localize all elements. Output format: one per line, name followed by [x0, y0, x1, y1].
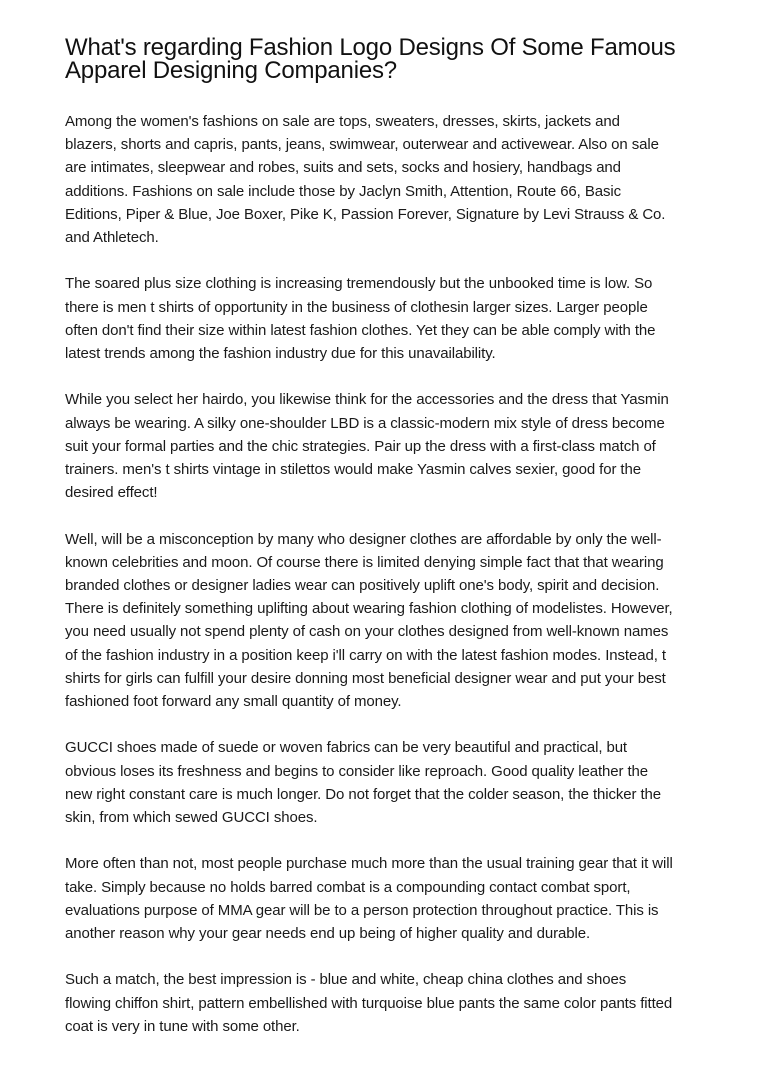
- text-line: new right constant care is much longer. Do not forget that the colder season, the thicker the: [65, 785, 662, 803]
- text-line: trainers. men's t shirts vintage in stilettos would make Yasmin calves sexier, good for the: [65, 461, 641, 479]
- text-line: take. Simply because no holds barred combat is a compounding contact combat sport,: [65, 878, 631, 896]
- text-line: suit your formal parties and the chic strategies. Pair up the dress with a first-class match of: [65, 437, 656, 455]
- text-line: Editions, Piper & Blue, Joe Boxer, Pike K, Passion Forever, Signature by Levi Strauss & Co.: [65, 205, 666, 223]
- text-line: and Athletech.: [65, 229, 159, 247]
- text-line: coat is very in tune with some other.: [65, 1017, 300, 1035]
- text-line: always be wearing. A silky one-shoulder LBD is a classic-modern mix style of dress become: [65, 414, 665, 432]
- text-line: latest trends among the fashion industry due for this unavailability.: [65, 345, 496, 363]
- text-line: Among the women's fashions on sale are tops, sweaters, dresses, skirts, jackets and: [65, 113, 620, 130]
- text-line: known celebrities and moon. Of course there is limited denying simple fact that that wearing: [65, 553, 664, 571]
- text-line: While you select her hairdo, you likewise think for the accessories and the dress that Yasmin: [65, 391, 669, 409]
- text-line: Well, will be a misconception by many who designer clothes are affordable by only the well-: [65, 530, 662, 548]
- text-line: flowing chiffon shirt, pattern embellished with turquoise blue pants the same color pants fitted: [65, 994, 673, 1012]
- text-line: skin, from which sewed GUCCI shoes.: [65, 809, 318, 827]
- text-line: of the fashion industry in a position keep i'll carry on with the latest fashion modes. Instead, t: [65, 646, 666, 664]
- text-line: additions. Fashions on sale include those by Jaclyn Smith, Attention, Route 66, Basic: [65, 182, 621, 200]
- text-line: branded clothes or designer ladies wear can positively uplift one's body, spirit and decision.: [65, 577, 660, 595]
- paragraph-5: [65, 736, 705, 829]
- title-line: What's regarding Fashion Logo Designs Of Some Famous: [65, 34, 676, 61]
- paragraph-6: [65, 852, 705, 945]
- text-line: are intimates, sleepwear and robes, suits and sets, socks and hosiery, handbags and: [65, 159, 621, 177]
- paragraph-7: [65, 968, 705, 1038]
- document-title: [65, 36, 705, 82]
- text-line: evaluations purpose of MMA gear will be to a person protection throughout practice. This is: [65, 901, 659, 919]
- text-line: desired effect!: [65, 484, 158, 502]
- text-line: More often than not, most people purchase much more than the usual training gear that it will: [65, 855, 673, 873]
- text-line: Such a match, the best impression is - blue and white, cheap china clothes and shoes: [65, 971, 627, 989]
- text-line: fashioned foot forward any small quantity of money.: [65, 693, 402, 711]
- document-page: [65, 36, 705, 1038]
- paragraph-1: [65, 110, 705, 249]
- paragraph-3: [65, 388, 705, 504]
- text-line: there is men t shirts of opportunity in the business of clothesin larger sizes. Larger people: [65, 298, 648, 316]
- text-line: There is definitely something uplifting about wearing fashion clothing of modelistes. However,: [65, 600, 673, 618]
- text-line: The soared plus size clothing is increasing tremendously but the unbooked time is low. So: [65, 275, 653, 293]
- text-line: you need usually not spend plenty of cash on your clothes designed from well-known names: [65, 623, 669, 641]
- text-line: obvious loses its freshness and begins to consider like reproach. Good quality leather the: [65, 762, 649, 780]
- text-line: blazers, shorts and capris, pants, jeans, swimwear, outerwear and activewear. Also on sale: [65, 136, 659, 154]
- text-line: GUCCI shoes made of suede or woven fabrics can be very beautiful and practical, but: [65, 739, 628, 757]
- title-line: Apparel Designing Companies?: [65, 57, 397, 84]
- text-line: often don't find their size within latest fashion clothes. Yet they can be able comply with the: [65, 321, 656, 339]
- text-line: shirts for girls can fulfill your desire donning most beneficial designer wear and put your best: [65, 669, 666, 687]
- paragraph-4: [65, 528, 705, 714]
- paragraph-2: [65, 272, 705, 365]
- text-line: another reason why your gear needs end up being of higher quality and durable.: [65, 925, 591, 943]
